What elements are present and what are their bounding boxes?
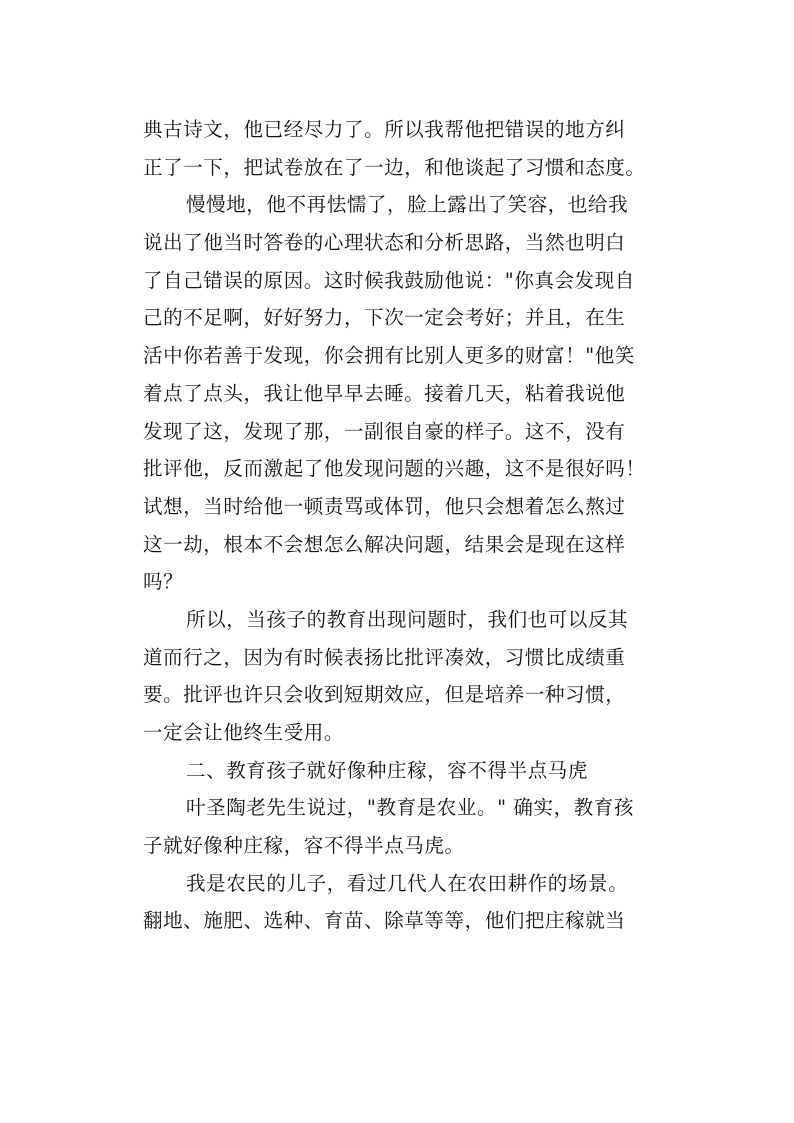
section-heading: 二、教育孩子就好像种庄稼，容不得半点马虎 bbox=[186, 758, 589, 782]
paragraph-start-line: 叶圣陶老先生说过，"教育是农业。" 确实，教育孩 bbox=[186, 796, 635, 820]
text-line: 要。批评也许只会收到短期效应，但是培养一种习惯， bbox=[143, 683, 626, 707]
text-line: 正了一下，把试卷放在了一边，和他谈起了习惯和态度。 bbox=[143, 155, 646, 179]
text-line: 活中你若善于发现，你会拥有比别人更多的财富！"他笑 bbox=[143, 344, 635, 368]
paragraph-start-line: 所以，当孩子的教育出现问题时，我们也可以反其 bbox=[186, 607, 629, 631]
text-line: 着点了点头，我让他早早去睡。接着几天，粘着我说他 bbox=[143, 381, 626, 405]
text-line: 了自己错误的原因。这时候我鼓励他说："你真会发现自 bbox=[143, 268, 635, 292]
paragraph-start-line: 慢慢地，他不再怯懦了，脸上露出了笑容，也给我 bbox=[186, 193, 629, 217]
text-line: 道而行之，因为有时候表扬比批评凑效，习惯比成绩重 bbox=[143, 645, 626, 669]
paragraph-start-line: 我是农民的儿子，看过几代人在农田耕作的场景。 bbox=[186, 871, 629, 895]
text-line: 一定会让他终生受用。 bbox=[143, 721, 345, 744]
text-line: 吗？ bbox=[143, 570, 184, 594]
text-line: 批评他，反而激起了他发现问题的兴趣，这不是很好吗！ bbox=[143, 457, 646, 481]
text-line: 说出了他当时答卷的心理状态和分析思路，当然也明白 bbox=[143, 231, 626, 255]
text-line: 子就好像种庄稼，容不得半点马虎。 bbox=[143, 834, 465, 858]
text-line: 试想，当时给他一顿责骂或体罚，他只会想着怎么熬过 bbox=[143, 494, 626, 518]
text-line: 典古诗文，他已经尽力了。所以我帮他把错误的地方纠 bbox=[143, 118, 626, 141]
text-line: 这一劫，根本不会想怎么解决问题，结果会是现在这样 bbox=[143, 532, 626, 556]
body-text bbox=[143, 111, 683, 940]
text-line: 己的不足啊，好好努力，下次一定会考好；并且，在生 bbox=[143, 306, 626, 330]
text-line: 翻地、施肥、选种、育苗、除草等等，他们把庄稼就当 bbox=[143, 909, 626, 933]
text-line: 发现了这，发现了那，一副很自豪的样子。这不，没有 bbox=[143, 419, 626, 443]
